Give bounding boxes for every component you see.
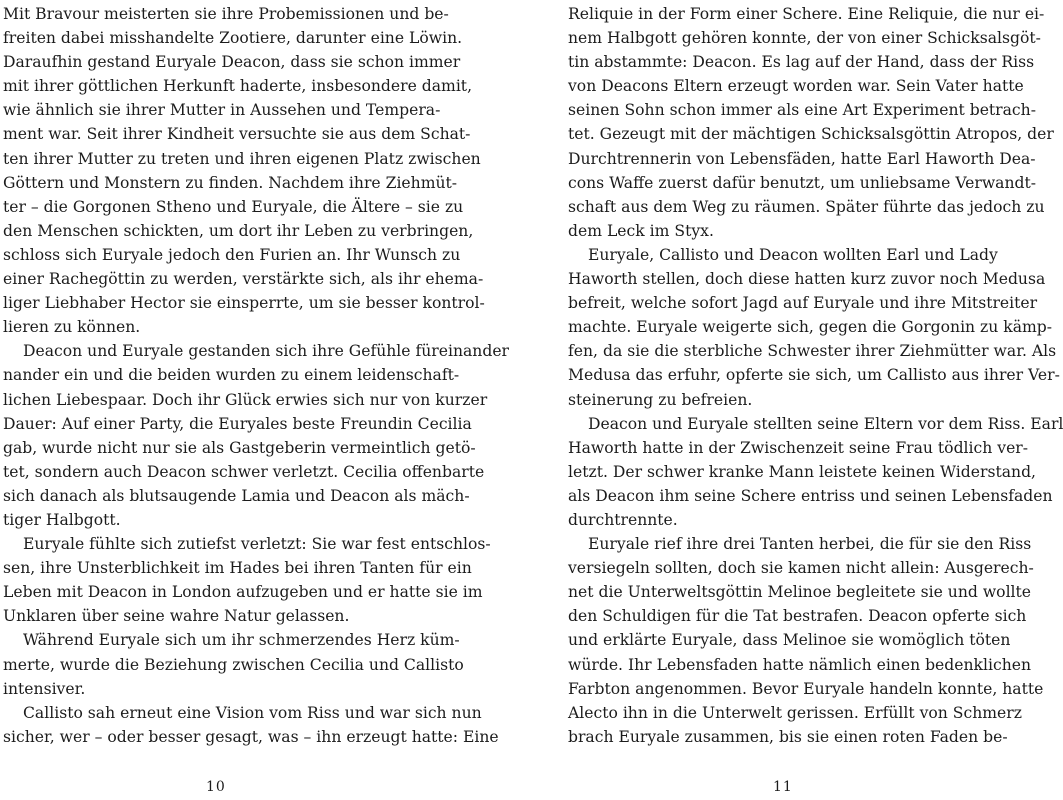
right-page (500, 0, 1063, 800)
text-line: sich danach als blutsaugende Lamia und Deacon als mäch- (3, 486, 470, 505)
left-text-column (3, 2, 510, 749)
right-text-column (568, 2, 1063, 749)
text-line: von Deacons Eltern erzeugt worden war. Sein Vater hatte (568, 77, 1024, 96)
text-line: tet, sondern auch Deacon schwer verletzt. Cecilia offenbarte (3, 462, 485, 481)
text-line: Daraufhin gestand Euryale Deacon, dass sie schon immer (3, 53, 461, 72)
text-line: versiegeln sollten, doch sie kamen nicht allein: Ausgerech- (568, 559, 1034, 578)
text-line: lichen Liebespaar. Doch ihr Glück erwies sich nur von kurzer (3, 390, 488, 409)
text-line: schloss sich Euryale jedoch den Furien an. Ihr Wunsch zu (3, 245, 461, 264)
page-number-left: 10 (206, 779, 226, 795)
text-line: schaft aus dem Weg zu räumen. Später führte das jedoch zu (568, 197, 1045, 216)
text-line: brach Euryale zusammen, bis sie einen roten Faden be- (568, 727, 1008, 746)
page-number-right: 11 (773, 779, 793, 795)
text-line: einer Rachegöttin zu werden, verstärkte sich, als ihr ehema- (3, 270, 484, 289)
text-line: durchtrennte. (568, 510, 678, 529)
text-line: Deacon und Euryale gestanden sich ihre Gefühle füreinander (23, 342, 510, 361)
text-line: sicher, wer – oder besser gesagt, was – ihn erzeugt hatte: Eine (3, 727, 499, 746)
text-line: als Deacon ihm seine Schere entriss und seinen Lebensfaden (568, 486, 1053, 505)
text-line: Reliquie in der Form einer Schere. Eine Reliquie, die nur ei- (568, 5, 1045, 23)
text-line: Haworth hatte in der Zwischenzeit seine Frau tödlich ver- (568, 438, 1029, 457)
text-line: sen, ihre Unsterblichkeit im Hades bei ihren Tanten für ein (3, 559, 472, 578)
text-line: Während Euryale sich um ihr schmerzendes Herz küm- (23, 631, 460, 650)
text-line: würde. Ihr Lebensfaden hatte nämlich einen bedenklichen (568, 655, 1032, 674)
text-line: Deacon und Euryale stellten seine Eltern vor dem Riss. Earl (588, 414, 1063, 433)
text-line: Callisto sah erneut eine Vision vom Riss und war sich nun (23, 703, 482, 722)
text-line: befreit, welche sofort Jagd auf Euryale und ihre Mitstreiter (568, 294, 1038, 313)
text-line: lieren zu können. (3, 318, 141, 337)
text-line: den Schuldigen für die Tat bestrafen. Deacon opferte sich (568, 607, 1027, 626)
text-line: net die Unterweltsgöttin Melinoe begleitete sie und wollte (568, 583, 1032, 602)
text-line: intensiver. (3, 679, 86, 698)
text-line: Euryale rief ihre drei Tanten herbei, die für sie den Riss (588, 535, 1032, 554)
text-line: Dauer: Auf einer Party, die Euryales beste Freundin Cecilia (3, 414, 472, 433)
text-line: tin abstammte: Deacon. Es lag auf der Hand, dass der Riss (568, 53, 1035, 72)
text-line: tiger Halbgott. (3, 510, 121, 529)
text-line: Durchtrennerin von Lebensfäden, hatte Earl Haworth Dea- (568, 149, 1036, 168)
text-line: den Menschen schickten, um dort ihr Leben zu verbringen, (3, 221, 474, 240)
text-line: letzt. Der schwer kranke Mann leistete keinen Widerstand, (568, 462, 1037, 481)
text-line: Euryale fühlte sich zutiefst verletzt: Sie war fest entschlos- (23, 535, 491, 554)
left-page (0, 0, 510, 800)
text-line: dem Leck im Styx. (568, 221, 714, 240)
text-line: gab, wurde nicht nur sie als Gastgeberin vermeintlich getö- (3, 438, 476, 457)
text-line: Leben mit Deacon in London aufzugeben und er hatte sie im (3, 583, 483, 602)
text-line: Farbton angenommen. Bevor Euryale handeln konnte, hatte (568, 679, 1044, 698)
text-line: cons Waffe zuerst dafür benutzt, um unliebsame Verwandt- (568, 173, 1037, 192)
text-line: ment war. Seit ihrer Kindheit versuchte sie aus dem Schat- (3, 125, 471, 144)
text-line: wie ähnlich sie ihrer Mutter in Aussehen und Tempera- (3, 101, 441, 120)
text-line: nander ein und die beiden wurden zu einem leidenschaft- (3, 366, 460, 385)
text-line: ter – die Gorgonen Stheno und Euryale, die Ältere – sie zu (3, 197, 464, 216)
text-line: nem Halbgott gehören konnte, der von einer Schicksalsgöt- (568, 29, 1041, 48)
text-line: seinen Sohn schon immer als eine Art Experiment betrach- (568, 101, 1036, 120)
text-line: machte. Euryale weigerte sich, gegen die Gorgonin zu kämp- (568, 318, 1053, 337)
text-line: tet. Gezeugt mit der mächtigen Schicksalsgöttin Atropos, der (568, 125, 1054, 144)
text-line: merte, wurde die Beziehung zwischen Cecilia und Callisto (3, 655, 464, 674)
text-line: Unklaren über seine wahre Natur gelassen. (3, 607, 350, 626)
text-line: Göttern und Monstern zu finden. Nachdem ihre Ziehmüt- (3, 173, 458, 192)
text-line: Alecto ihn in die Unterwelt gerissen. Erfüllt von Schmerz (568, 703, 1022, 722)
text-line: ten ihrer Mutter zu treten und ihren eigenen Platz zwischen (3, 149, 481, 168)
text-line: Medusa das erfuhr, opferte sie sich, um Callisto aus ihrer Ver- (568, 366, 1060, 385)
text-line: steinerung zu befreien. (568, 390, 753, 409)
text-line: Haworth stellen, doch diese hatten kurz zuvor noch Medusa (568, 270, 1046, 289)
text-line: freiten dabei misshandelte Zootiere, darunter eine Löwin. (3, 29, 463, 48)
text-line: mit ihrer göttlichen Herkunft haderte, insbesondere damit, (3, 77, 473, 96)
text-line: liger Liebhaber Hector sie einsperrte, um sie besser kontrol- (3, 294, 485, 313)
text-line: Mit Bravour meisterten sie ihre Probemissionen und be- (3, 5, 449, 23)
text-line: und erklärte Euryale, dass Melinoe sie womöglich töten (568, 631, 1011, 650)
text-line: fen, da sie die sterbliche Schwester ihrer Ziehmütter war. Als (568, 342, 1057, 361)
text-line: Euryale, Callisto und Deacon wollten Earl und Lady (588, 245, 998, 264)
